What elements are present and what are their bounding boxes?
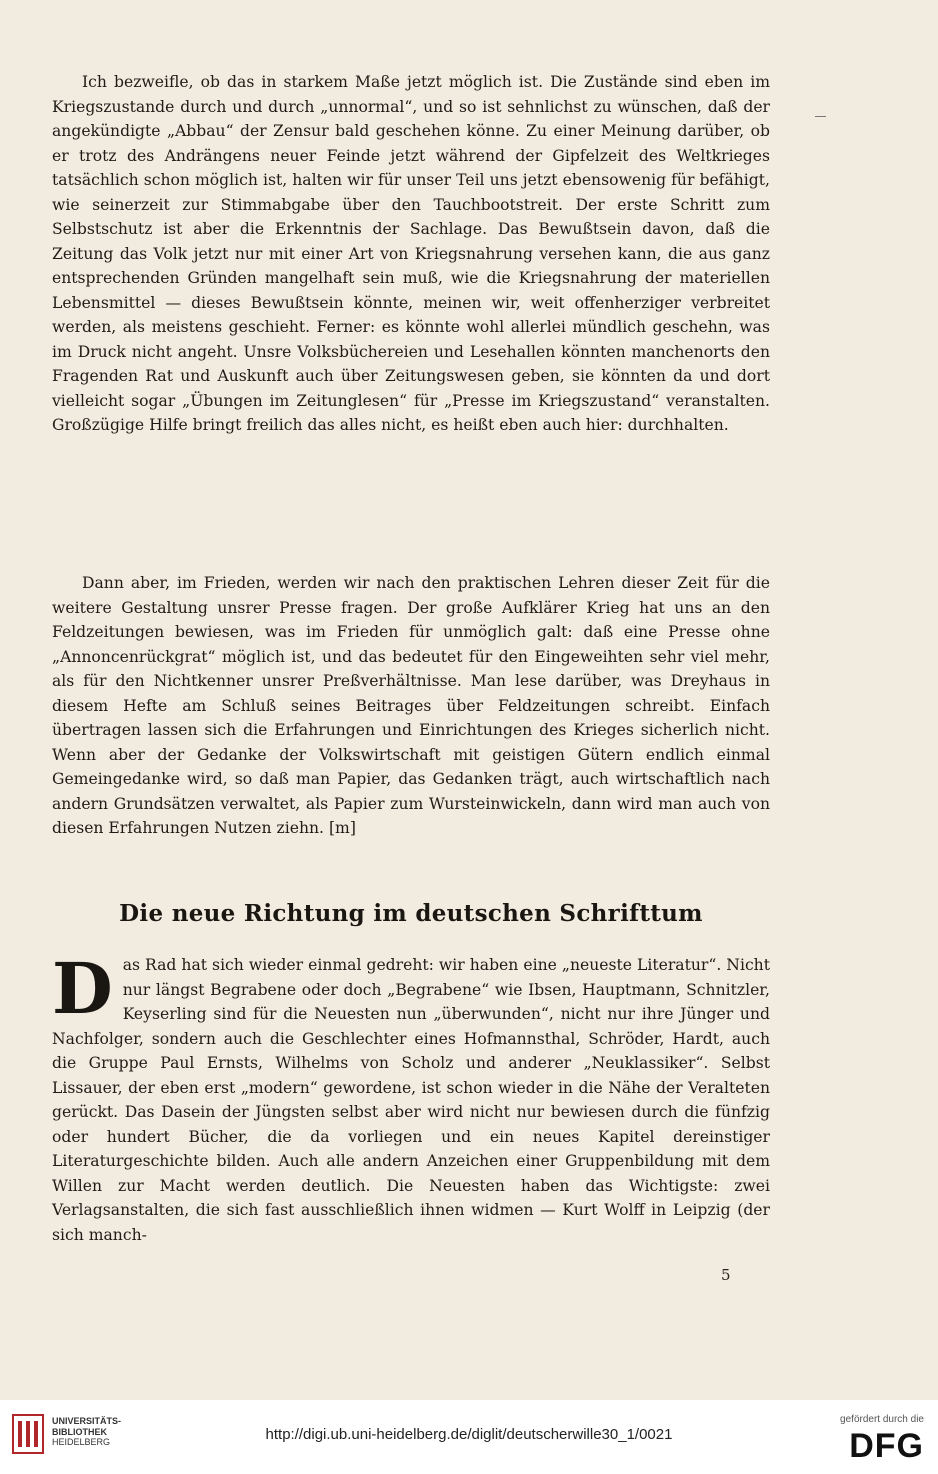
paragraph-2: Dann aber, im Frieden, werden wir nach den praktischen Lehren dieser Zeit für die weitere Gestaltung unsrer Presse fragen. Der große Aufklärer Krieg hat uns an den Feldzeitungen bewiesen, was im Frieden für unmöglich galt: daß eine Presse ohne „Annoncenrückgrat“ möglich ist, und das bedeutet für den Eingeweihten sehr viel mehr, als für den Nichtkenner unsrer Preßverhältnisse. Man lese darüber, was Dreyhaus in diesem Hefte am Schluß seines Beitrages über Feldzeitungen schreibt. Einfach übertragen lassen sich die Erfahrungen und Einrichtungen des Krieges sicherlich nicht. Wenn aber der Gedanke der Volkswirtschaft mit geistigen Gütern endlich einmal Gemeingedanke wird, so daß man Papier, das Gedanken trägt, auch wirtschaftlich nach andern Grundsätzen verwaltet, als Papier zum Wursteinwickeln, dann wird man auch von diesen Erfahrungen Nutzen ziehn. [m] bbox=[52, 574, 770, 837]
page-number: 5 bbox=[721, 1266, 731, 1284]
section-heading: Die neue Richtung im deutschen Schrifttum bbox=[119, 900, 703, 927]
dfg-logo[interactable]: DFG bbox=[849, 1427, 924, 1465]
paragraph-3 bbox=[52, 947, 770, 1247]
paragraph-3-text: as Rad hat sich wieder einmal gedreht: wir haben eine „neueste Literatur“. Nicht nur längst Begrabene oder doch „Begrabene“ wie Ibsen, Hauptmann, Schnitzler, Keyserling sind für die Neuesten nun „überwunden“, nicht nur ihre Jünger und Nachfolger, sondern auch die Geschlechter eines Hofmannsthal, Schröder, Hardt, auch die Gruppe Paul Ernsts, Wilhelms von Scholz und anderer „Neuklassiker“. Selbst Lissauer, der eben erst „modern“ gewordene, ist schon wieder in die Nähe der Veralteten gerückt. Das Dasein der Jüngsten selbst aber wird nicht nur bewiesen durch die fünfzig oder hundert Bücher, die da vorliegen und ein neues Kapitel dereinstiger Literaturgeschichte bilden. Auch alle andern Anzeichen einer Gruppenbildung mit dem Willen zur Macht werden deutlich. Die Neuesten haben das Wichtigste: zwei Verlagsanstalten, die sich fast ausschließlich ihnen widmen — Kurt Wolff in Leipzig (der sich manch- bbox=[52, 956, 770, 1244]
margin-mark bbox=[815, 116, 826, 117]
library-name-line-2: BIBLIOTHEK bbox=[52, 1426, 107, 1437]
paragraph-1: Ich bezweifle, ob das in starkem Maße jetzt möglich ist. Die Zustände sind eben im Kriegszustande durch und durch „unnormal“, und so ist sehnlichst zu wünschen, daß der angekündigte „Abbau“ der Zensur bald geschehen könne. Zu einer Meinung darüber, ob er trotz des Andrängens neuer Feinde jetzt während der Gipfelzeit des Weltkrieges tatsächlich schon möglich ist, halten wir für unser Teil uns jetzt ebensowenig für befähigt, wie seinerzeit zur Stimmabgabe über den Tauchbootstreit. Der erste Schritt zum Selbstschutz ist aber die Erkenntnis der Sachlage. Das Bewußtsein davon, daß die Zeitung das Volk jetzt nur mit einer Art von Kriegsnahrung versehen kann, die aus ganz entsprechenden Gründen mangelhaft sein muß, wie die Kriegsnahrung der materiellen Lebensmittel — dieses Bewußtsein könnte, meinen wir, weit offenherziger verbreitet werden, als meistens geschieht. Ferner: es könnte wohl allerlei mündlich geschehn, was im Druck nicht angeht. Unsre Volksbüchereien und Lesehallen könnten manchenorts den Fragenden Rat und Auskunft auch über Zeitungswesen geben, sie könnten da und dort vielleicht sogar „Übungen im Zeitunglesen“ für „Presse im Kriegszustand“ veranstalten. Großzügige Hilfe bringt freilich das alles nicht, es heißt eben auch hier: durchhalten. bbox=[52, 73, 770, 434]
drop-cap: D bbox=[52, 947, 113, 1030]
funded-by-label: gefördert durch die bbox=[840, 1414, 924, 1425]
library-name-line-3: HEIDELBERG bbox=[52, 1437, 111, 1447]
permalink-url[interactable]: http://digi.ub.uni-heidelberg.de/diglit/deutscherwille30_1/0021 bbox=[265, 1426, 673, 1443]
library-name-line-1: UNIVERSITÄTS- bbox=[52, 1416, 122, 1426]
viewer-footer bbox=[0, 1400, 938, 1474]
